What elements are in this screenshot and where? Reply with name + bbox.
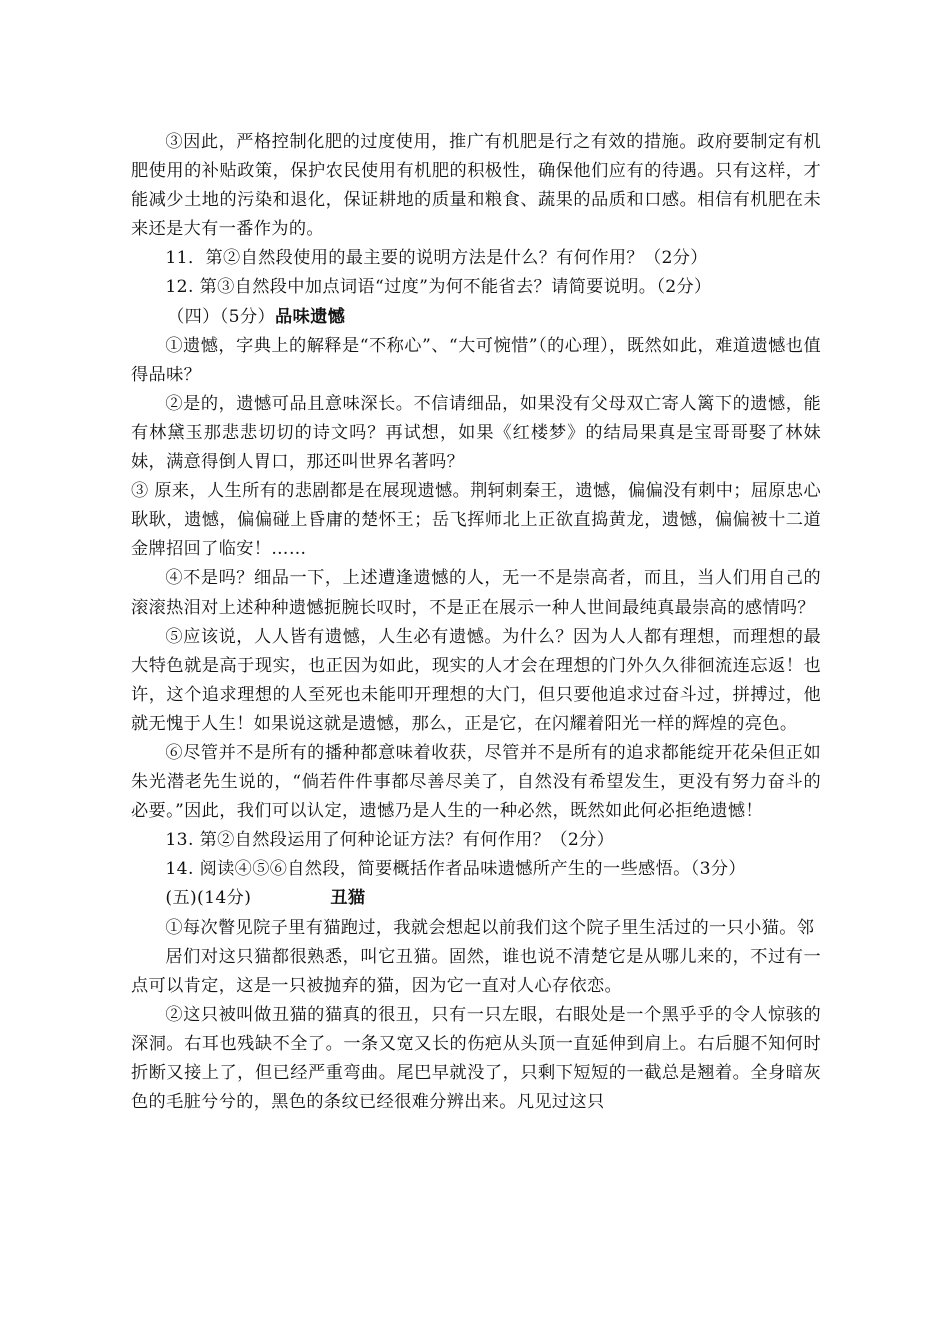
section4-paragraph-3: ③ 原来，人生所有的悲剧都是在展现遗憾。荆轲刺秦王，遗憾，偏偏没有刺中；屈原忠心耿耿，遗憾，偏偏碰上昏庸的楚怀王；岳飞挥师北上正欲直捣黄龙，遗憾，偏偏被十二道金牌招回了临安！…… bbox=[131, 481, 821, 560]
section5-paragraph-2: ②这只被叫做丑猫的猫真的很丑，只有一只左眼，右眼处是一个黑乎乎的令人惊骇的深洞。右耳也残缺不全了。一条又宽又长的伤疤从头顶一直延伸到肩上。右后腿不知何时折断又接上了，但已经严重弯曲。尾巴早就没了，只剩下短短的一截总是翘着。全身暗灰色的毛脏兮兮的，黑色的条纹已经很难分辨出来。凡见过这只 bbox=[131, 1004, 821, 1113]
section5-paragraph-1a: ①每次瞥见院子里有猫跑过，我就会想起以前我们这个院子里生活过的一只小猫。邻 bbox=[165, 917, 815, 938]
question-11: 11．第②自然段使用的最主要的说明方法是什么？有何作用？（2分） bbox=[165, 248, 708, 269]
section4-heading bbox=[131, 303, 821, 332]
section4-paragraph-2: ②是的，遗憾可品且意味深长。不信请细品，如果没有父母双亡寄人篱下的遗憾，能有林黛玉那悲悲切切的诗文吗？再试想，如果《红楼梦》的结局果真是宝哥哥娶了林妹妹，满意得倒人胃口，那还叫世界名著吗？ bbox=[131, 393, 821, 473]
section4-paragraph-4: ④不是吗？细品一下，上述遭逢遗憾的人，无一不是崇高者，而且，当人们用自己的滚滚热泪对上述种种遗憾扼腕长叹时，不是正在展示一种人世间最纯真最崇高的感情吗？ bbox=[131, 568, 821, 618]
question-13: 13. 第②自然段运用了何种论证方法？有何作用？（2分） bbox=[165, 830, 615, 851]
question-12: 12. 第③自然段中加点词语“过度”为何不能省去？请简要说明。（2分） bbox=[165, 277, 712, 298]
section4-paragraph-6: ⑥尽管并不是所有的播种都意味着收获，尽管并不是所有的追求都能绽开花朵但正如朱光潜老先生说的，“倘若件件事都尽善尽美了，自然没有希望发生，更没有努力奋斗的必要。”因此，我们可以认定，遗憾乃是人生的一种必然，既然如此何必拒绝遗憾！ bbox=[131, 742, 821, 822]
section4-title: 品味遗憾 bbox=[275, 306, 346, 327]
section3-paragraph-3: ③因此，严格控制化肥的过度使用，推广有机肥是行之有效的措施。政府要制定有机肥使用的补贴政策，保护农民使用有机肥的积极性，确保他们应有的待遇。只有这样，才能减少土地的污染和退化，保证耕地的质量和粮食、蔬果的品质和口感。相信有机肥在未来还是大有一番作为的。 bbox=[131, 132, 821, 240]
question-14: 14. 阅读④⑤⑥自然段，简要概括作者品味遗憾所产生的一些感悟。（3分） bbox=[165, 859, 746, 880]
section4-paragraph-5: ⑤应该说，人人皆有遗憾，人生必有遗憾。为什么？因为人人都有理想，而理想的最大特色就是高于现实，也正因为如此，现实的人才会在理想的门外久久徘徊流连忘返！也许，这个追求理想的人至死也未能叩开理想的大门，但只要他追求过奋斗过，拼搏过，他就无愧于人生！如果说这就是遗憾，那么，正是它，在闪耀着阳光一样的辉煌的亮色。 bbox=[131, 626, 821, 734]
document-page bbox=[131, 128, 821, 1117]
section5-label: (五)(14分) bbox=[165, 888, 252, 909]
section4-paragraph-1: ①遗憾，字典上的解释是“不称心”、“大可惋惜”（的心理），既然如此，难道遗憾也值得品味？ bbox=[131, 335, 821, 385]
section4-label: （四）（5分） bbox=[167, 306, 276, 327]
section5-heading bbox=[131, 884, 821, 913]
section5-title: 丑猫 bbox=[330, 888, 366, 909]
section5-paragraph-1b: 居们对这只猫都很熟悉，叫它丑猫。固然，谁也说不清楚它是从哪儿来的，不过有一点可以肯定，这是一只被抛弃的猫，因为它一直对人心存依恋。 bbox=[131, 946, 821, 996]
